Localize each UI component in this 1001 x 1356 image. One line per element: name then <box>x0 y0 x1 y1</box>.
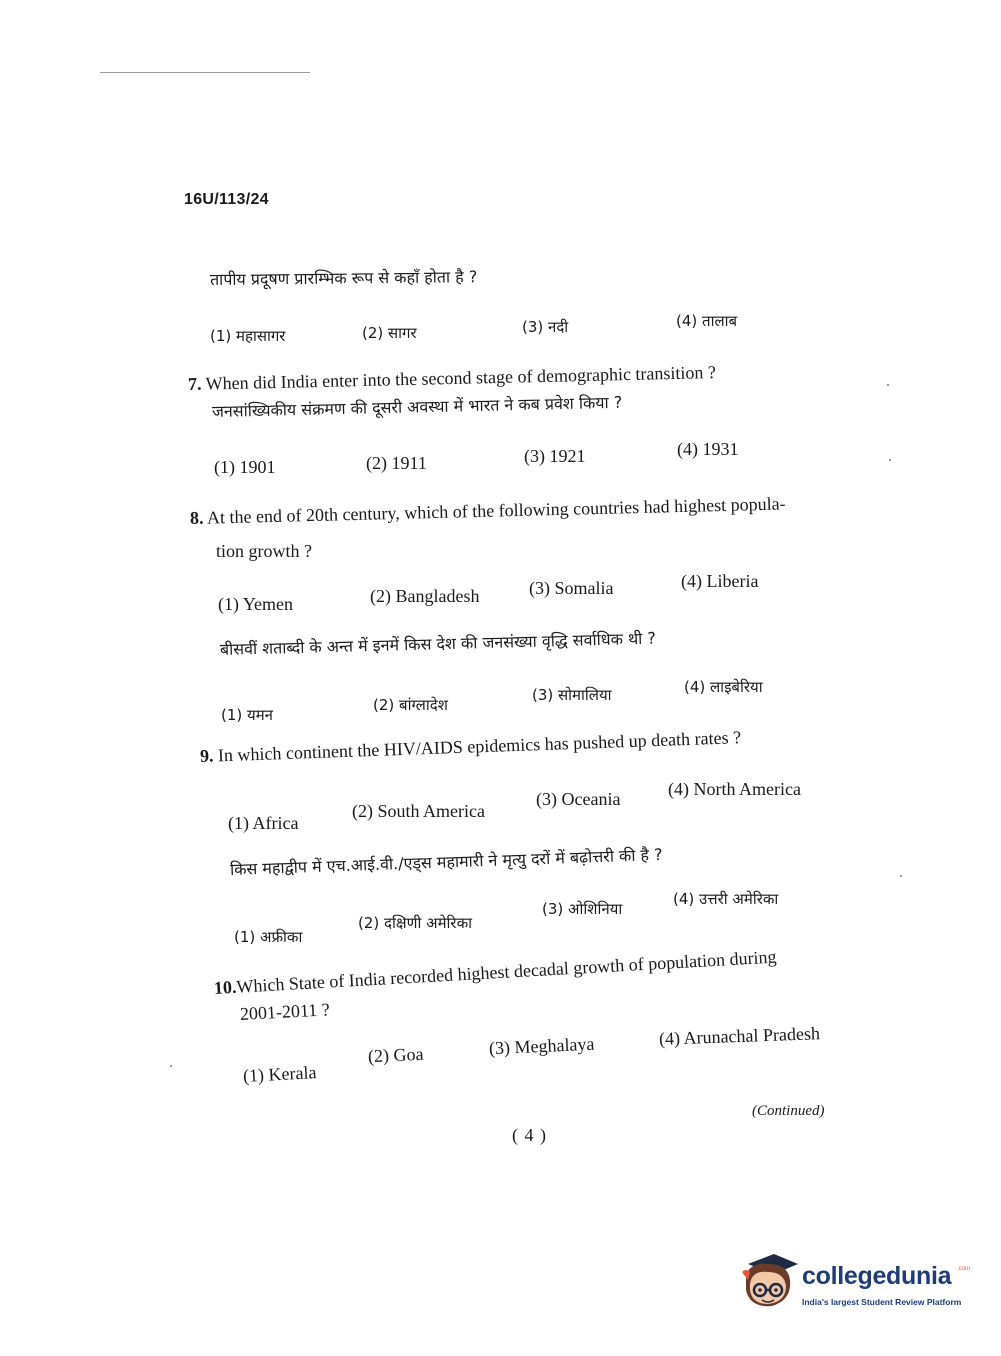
q8-question-text: At the end of 20th century, which of the following countries had highest popula- <box>206 493 786 528</box>
scan-artifact-line <box>100 72 310 73</box>
scan-speck <box>170 1065 172 1067</box>
q9-option-2: (2) South America <box>352 801 485 821</box>
q9-option-hi-3: (3) ओशिनिया <box>542 900 623 918</box>
q10-question-english-line2: 2001-2011 ? <box>239 999 331 1024</box>
q9-option-hi-1: (1) अफ्रीका <box>234 928 303 946</box>
continued-note: (Continued) <box>752 1103 825 1119</box>
brand-suffix: .com <box>957 1266 971 1272</box>
q7-question-english <box>188 362 716 395</box>
q9-question-text: In which continent the HIV/AIDS epidemics has pushed up death rates ? <box>217 727 742 766</box>
page-number: ( 4 ) <box>512 1125 547 1145</box>
q7-option-2: (2) 1911 <box>366 453 427 473</box>
paper-code: 16U/113/24 <box>184 191 269 208</box>
q8-option-2: (2) Bangladesh <box>370 586 480 606</box>
q9-option-hi-2: (2) दक्षिणी अमेरिका <box>358 914 472 932</box>
q10-number: 10. <box>213 976 237 998</box>
q8-question-english-line2: tion growth ? <box>216 541 312 561</box>
q7-option-4: (4) 1931 <box>677 439 739 459</box>
q10-question-text: Which State of India recorded highest decadal growth of population during <box>235 946 777 997</box>
q8-option-3: (3) Somalia <box>529 578 614 598</box>
q9-option-1: (1) Africa <box>228 813 299 833</box>
q9-question-hindi: किस महाद्वीप में एच.आई.वी./एड्स महामारी ने मृत्यु दरों में बढ़ोत्तरी की है ? <box>229 844 663 879</box>
q10-option-4: (4) Arunachal Pradesh <box>658 1023 821 1049</box>
mascot-logo-icon <box>740 1250 800 1320</box>
scan-speck <box>889 459 891 461</box>
q9-option-hi-4: (4) उत्तरी अमेरिका <box>673 890 779 908</box>
q6-question-hindi: तापीय प्रदूषण प्रारम्भिक रूप से कहाँ होता है ? <box>209 267 478 289</box>
q7-question-text: When did India enter into the second stage of demographic transition ? <box>205 362 717 394</box>
q7-question-hindi: जनसांख्यिकीय संक्रमण की दूसरी अवस्था में भारत ने कब प्रवेश किया ? <box>211 392 623 421</box>
q7-option-3: (3) 1921 <box>524 446 586 466</box>
q10-option-1: (1) Kerala <box>242 1062 317 1086</box>
scan-speck <box>887 384 889 386</box>
q6-option-3: (3) नदी <box>522 318 569 336</box>
scan-speck <box>900 875 902 877</box>
q10-option-3: (3) Meghalaya <box>488 1033 595 1059</box>
q10-option-2: (2) Goa <box>367 1043 424 1067</box>
q6-option-1: (1) महासागर <box>210 327 286 345</box>
q10-question-english-line1 <box>213 947 777 999</box>
q7-option-1: (1) 1901 <box>214 457 276 477</box>
q8-option-4: (4) Liberia <box>681 571 759 591</box>
q8-option-hi-3: (3) सोमालिया <box>532 686 612 704</box>
q8-option-hi-4: (4) लाइबेरिया <box>684 678 763 696</box>
q8-question-hindi: बीसवीं शताब्दी के अन्त में इनमें किस देश की जनसंख्या वृद्धि सर्वाधिक थी ? <box>219 628 657 659</box>
q9-question-english <box>200 727 742 767</box>
q8-option-hi-2: (2) बांग्लादेश <box>373 696 448 714</box>
q8-number: 8. <box>189 507 204 528</box>
brand-tagline: India's largest Student Review Platform <box>802 1297 962 1307</box>
q7-number: 7. <box>187 373 202 394</box>
q8-question-english-line1 <box>190 493 786 529</box>
brand-name: collegedunia <box>802 1262 952 1290</box>
q9-option-3: (3) Oceania <box>536 789 621 809</box>
q8-option-hi-1: (1) यमन <box>221 706 274 724</box>
q9-number: 9. <box>199 745 214 766</box>
q8-option-1: (1) Yemen <box>218 594 293 614</box>
q9-option-4: (4) North America <box>668 779 801 799</box>
collegedunia-watermark <box>740 1250 970 1320</box>
q6-option-2: (2) सागर <box>362 324 417 342</box>
q6-option-4: (4) तालाब <box>676 312 738 330</box>
